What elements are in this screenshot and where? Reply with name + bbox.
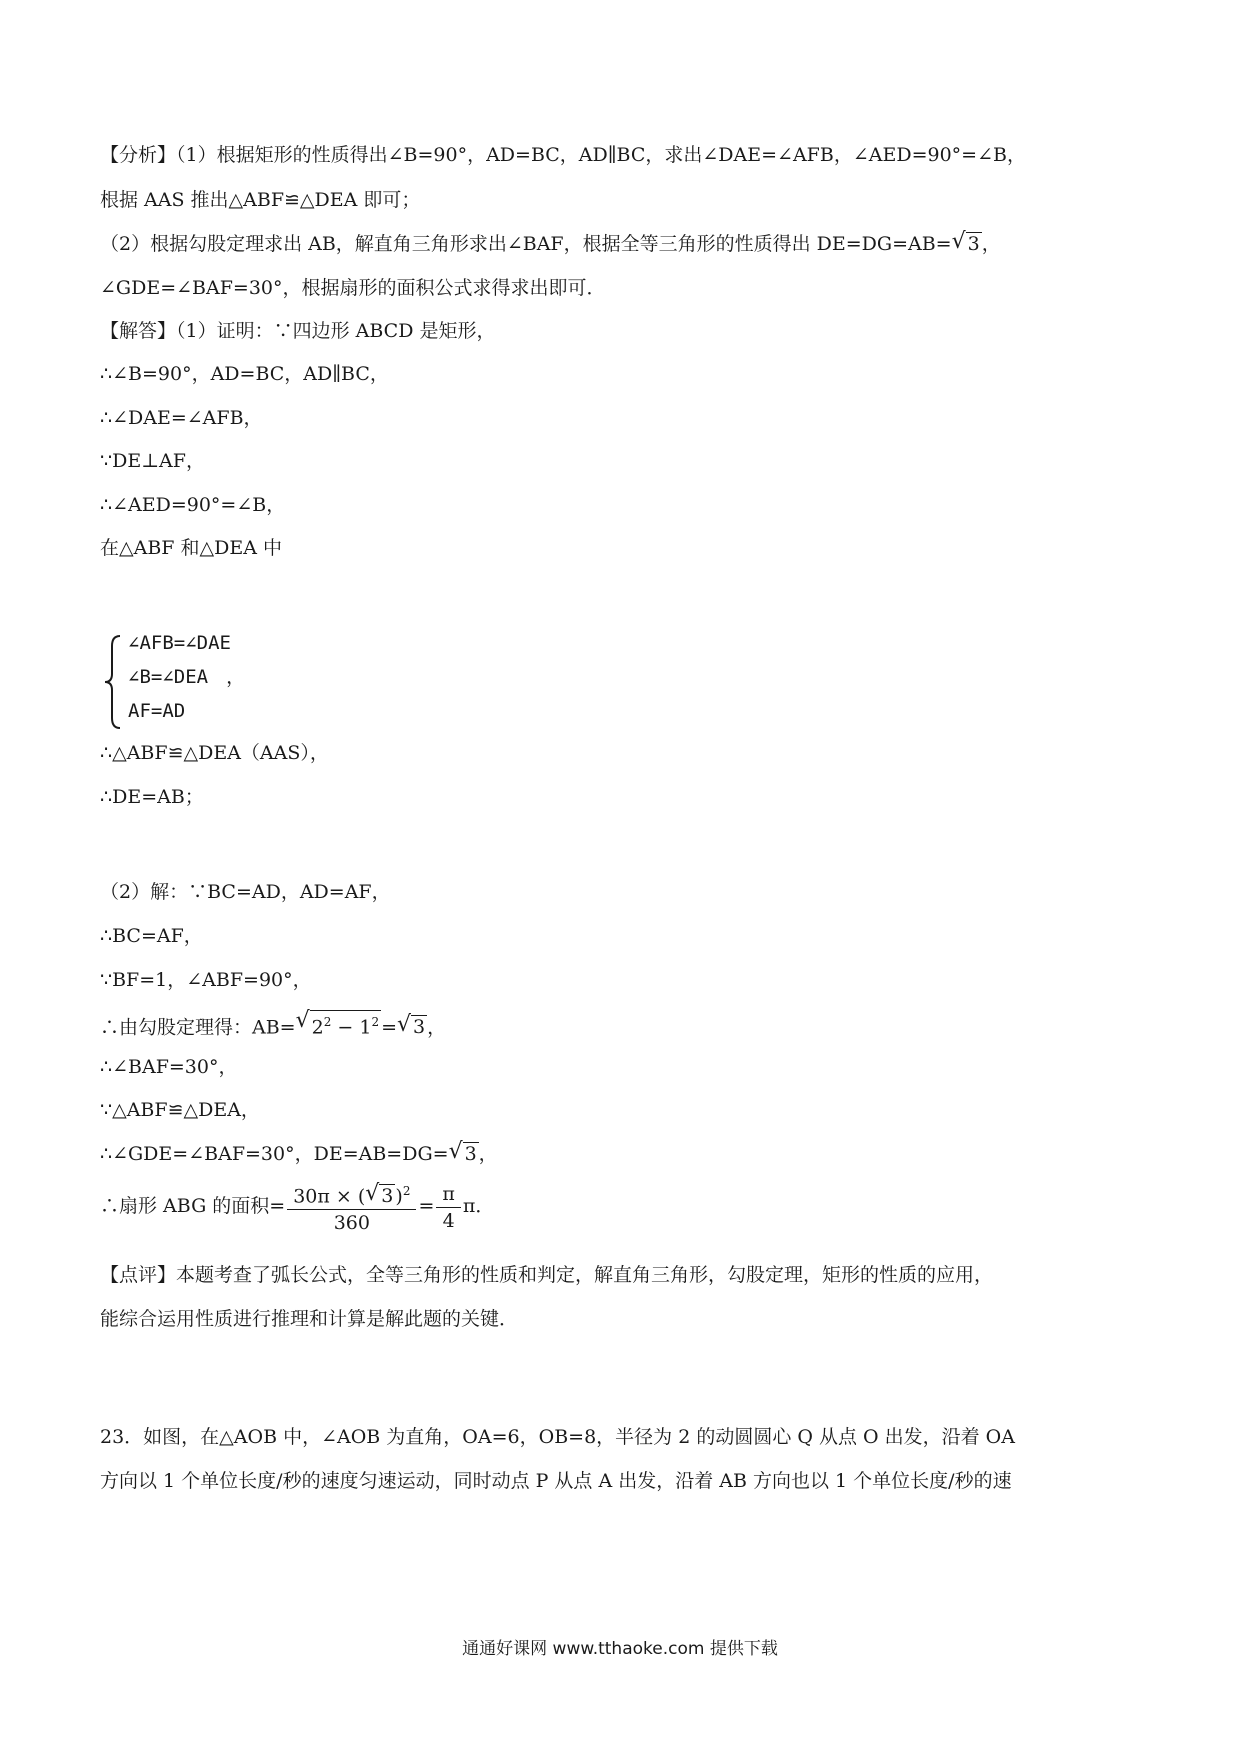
part2-line-1: （2）解：∵BC=AD，AD=AF， [100, 881, 391, 903]
close-paren: ) [395, 1185, 403, 1208]
part2-line-7-text: ∴∠GDE=∠BAF=30°，DE=AB=DG= [100, 1143, 449, 1165]
analysis-line-3-text: （2）根据勾股定理求出 AB，解直角三角形求出∠BAF，根据全等三角形的性质得出 DE=DG=AB= [100, 233, 952, 255]
analysis-line-3 [100, 231, 1001, 257]
sqrt-expression [296, 1010, 381, 1040]
exponent: 2 [323, 1015, 332, 1029]
case-line-1: ∠AFB=∠DAE [128, 632, 231, 654]
case-line-2 [128, 664, 245, 690]
denominator: 360 [333, 1212, 370, 1235]
sqrt-3: √ 3 [365, 1183, 395, 1209]
exponent: 2 [371, 1015, 380, 1029]
part2-line-5: ∴∠BAF=30°， [100, 1056, 238, 1078]
case-line-3: AF=AD [128, 700, 186, 722]
solution-line-7: ∴△ABF≌△DEA（AAS）， [100, 742, 329, 764]
solution-line-4: ∵DE⊥AF， [100, 450, 205, 472]
solution-line-8: ∴DE=AB； [100, 786, 204, 808]
pi-over-4-fraction: $\frac{\pi}{4}$ [436, 1181, 461, 1234]
analysis-line-2: 根据 AAS 推出△ABF≌△DEA 即可； [100, 189, 421, 211]
equals: = [381, 1016, 397, 1039]
solution-line-2: ∴∠B=90°，AD=BC，AD∥BC， [100, 363, 389, 385]
part2-line-8 [100, 1178, 494, 1236]
case-comma: ， [226, 666, 246, 688]
part2-line-4-text: ∴由勾股定理得：AB= [100, 1016, 296, 1039]
review-line-2: 能综合运用性质进行推理和计算是解此题的关键． [100, 1308, 519, 1330]
part2-line-8-text: ∴扇形 ABG 的面积= [100, 1195, 286, 1218]
sqrt-3: √ 3 [397, 1014, 427, 1040]
numerator-text: 30π × ( [293, 1185, 366, 1208]
question-23-line-2: 方向以 1 个单位长度/秒的速度匀速运动，同时动点 P 从点 A 出发，沿着 AB 方向也以 1 个单位长度/秒的速 [100, 1470, 1012, 1492]
sqrt-3: √ 3 [449, 1141, 479, 1167]
comma: ， [478, 1143, 498, 1165]
part2-line-6: ∵△ABF≌△DEA， [100, 1099, 260, 1121]
analysis-line-1: 【分析】（1）根据矩形的性质得出∠B=90°，AD=BC，AD∥BC，求出∠DAE=∠AFB，∠AED=90°=∠B， [100, 144, 1026, 166]
part2-line-3: ∵BF=1，∠ABF=90°， [100, 969, 312, 991]
question-23-line-1: 23．如图，在△AOB 中，∠AOB 为直角，OA=6，OB=8，半径为 2 的动圆圆心 Q 从点 O 出发，沿着 OA [100, 1426, 1015, 1448]
exponent: 2 [402, 1184, 411, 1198]
left-brace-icon [100, 632, 130, 732]
footer-credit: 通通好课网 www.tthaoke.com 提供下载 [462, 1639, 778, 1659]
comma: ， [981, 233, 1001, 255]
part2-line-4 [100, 1010, 446, 1040]
comma: ， [427, 1016, 447, 1039]
solution-line-1: 【解答】（1）证明：∵四边形 ABCD 是矩形， [100, 320, 496, 342]
solution-line-6: 在△ABF 和△DEA 中 [100, 537, 282, 559]
review-line-1: 【点评】本题考查了弧长公式，全等三角形的性质和判定，解直角三角形，勾股定理，矩形的性质的应用， [100, 1264, 994, 1286]
equals: = [418, 1195, 435, 1218]
part2-line-2: ∴BC=AF， [100, 925, 203, 947]
solution-line-5: ∴∠AED=90°=∠B， [100, 494, 286, 516]
solution-line-3: ∴∠DAE=∠AFB， [100, 407, 263, 429]
minus-one: − 1 [331, 1016, 372, 1039]
area-fraction [287, 1178, 416, 1236]
pi-tail: π． [462, 1195, 495, 1218]
case-line-2-text: ∠B=∠DEA [128, 666, 209, 688]
base: 2 [311, 1016, 324, 1039]
sqrt-3: √ 3 [952, 231, 982, 257]
analysis-line-4: ∠GDE=∠BAF=30°，根据扇形的面积公式求得求出即可． [100, 277, 606, 299]
part2-line-7 [100, 1141, 498, 1167]
